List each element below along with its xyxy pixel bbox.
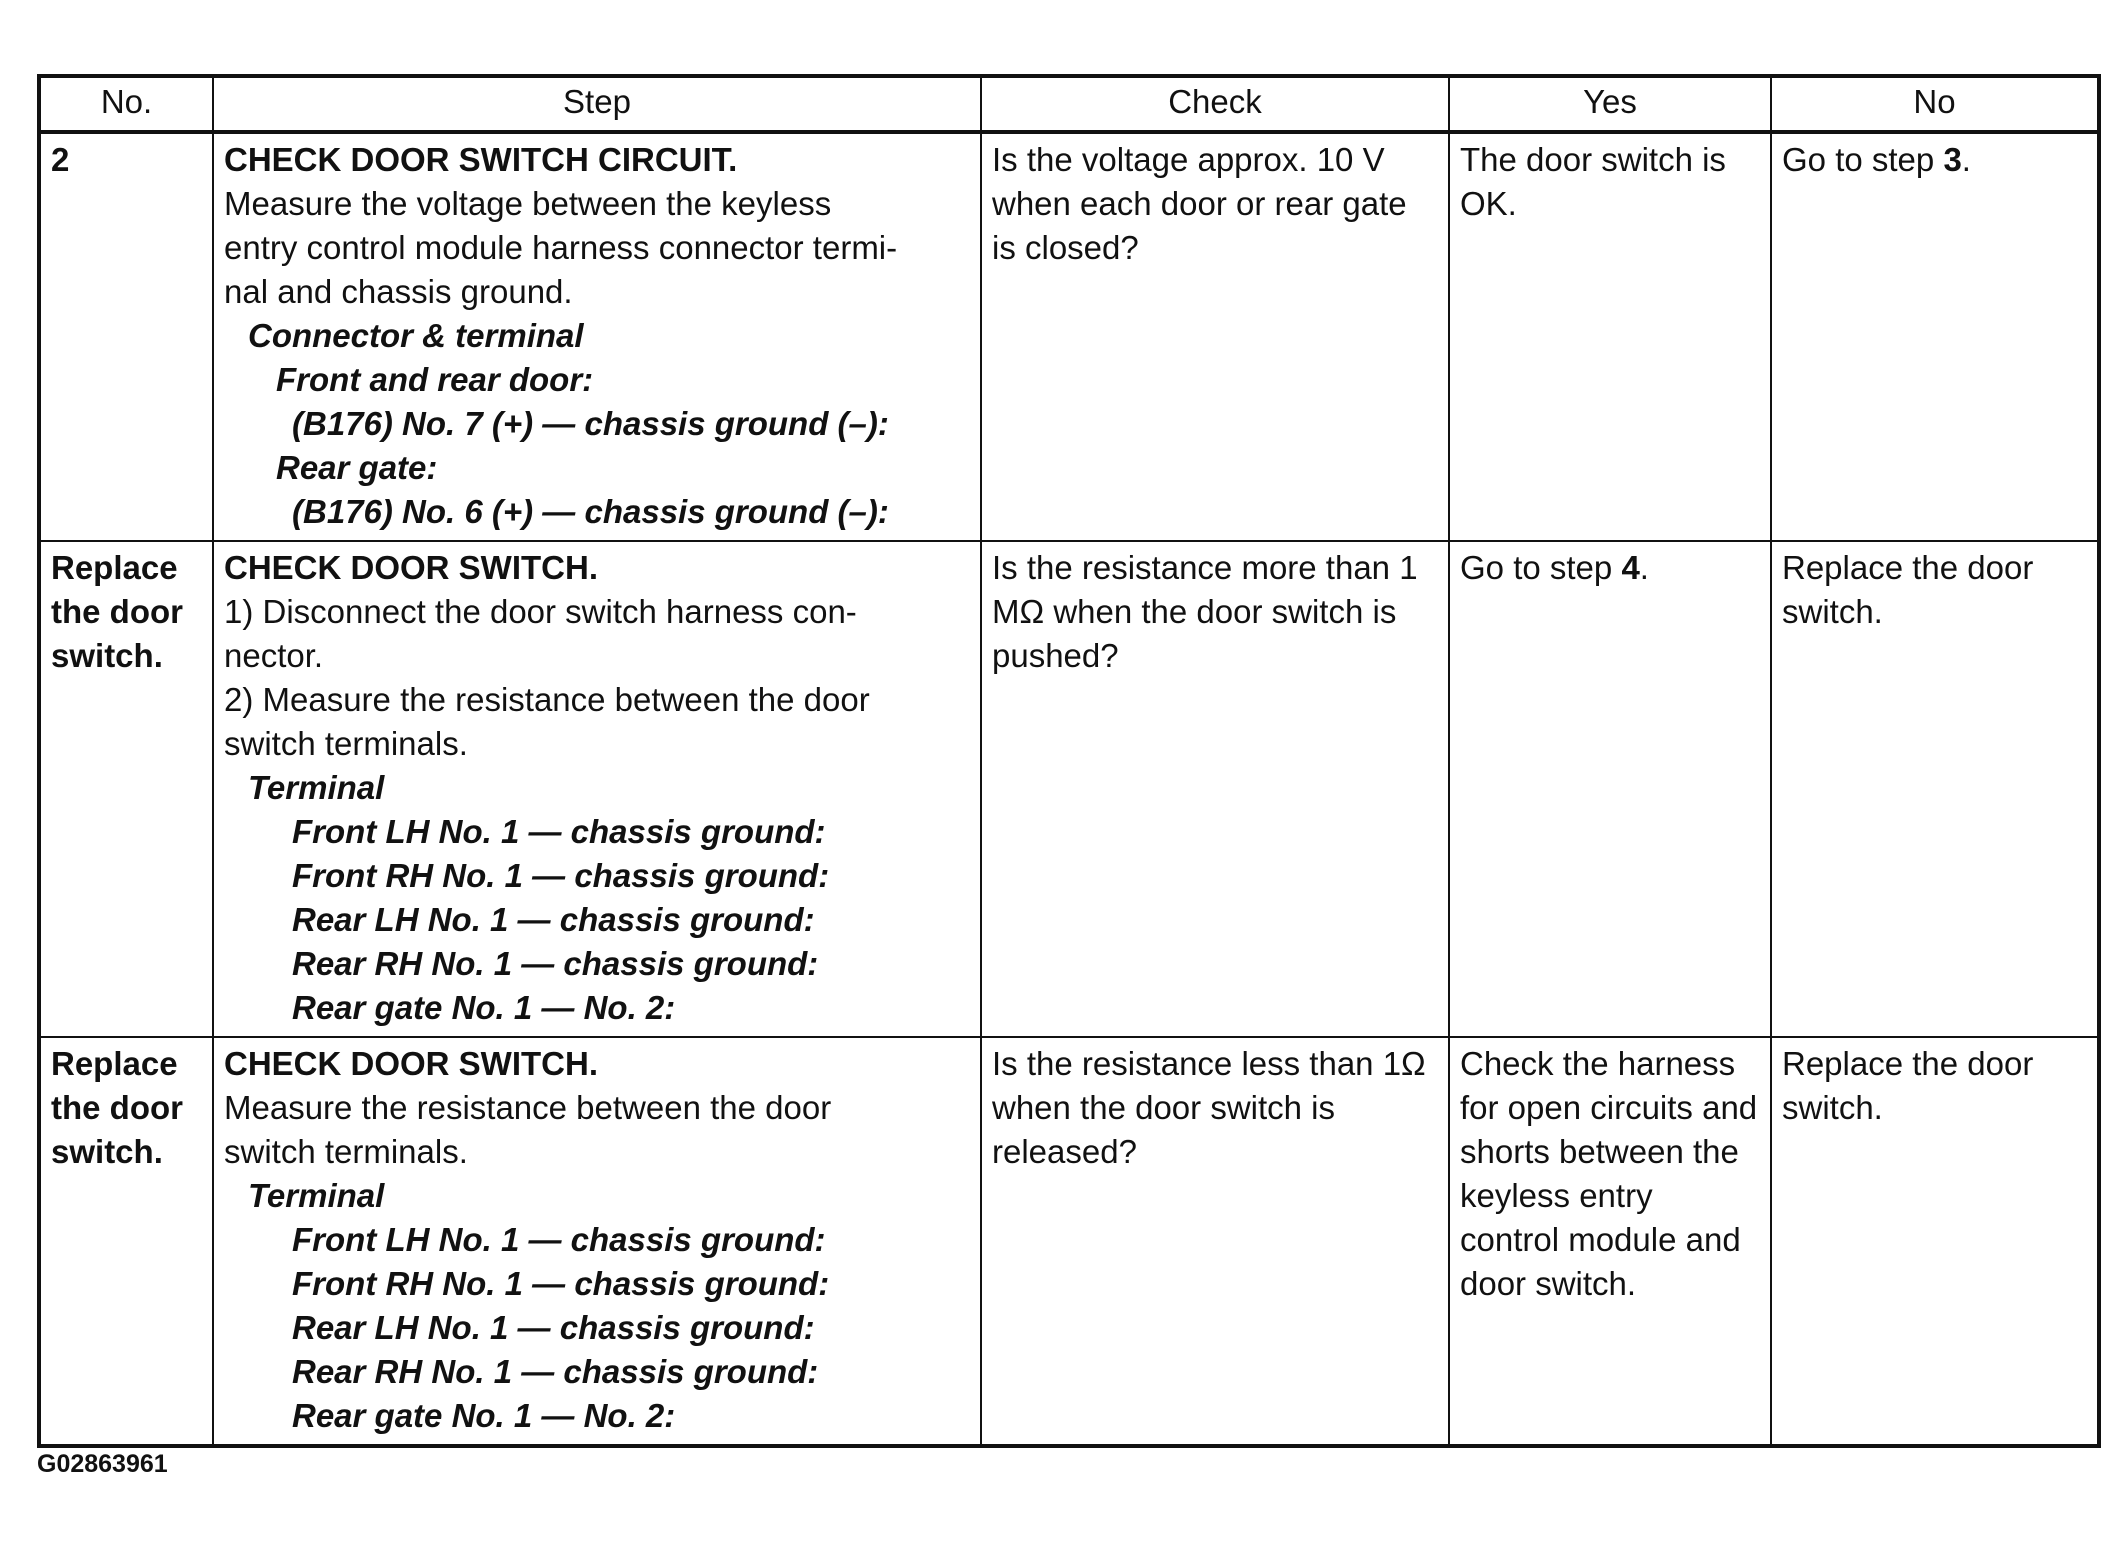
terminal-item: Front LH No. 1 — chassis ground:: [292, 813, 826, 850]
terminal-item: Front RH No. 1 — chassis ground:: [292, 857, 830, 894]
sub-item-value: (B176) No. 6 (+) — chassis ground (–):: [292, 493, 889, 530]
sub-heading: Terminal: [248, 1177, 385, 1214]
terminal-item: Rear gate No. 1 — No. 2:: [292, 989, 676, 1026]
table-row: [39, 1037, 2099, 1446]
step-text: switch terminals.: [224, 725, 468, 762]
terminal-item: Front LH No. 1 — chassis ground:: [292, 1221, 826, 1258]
step-text: entry control module harness connector termi-: [224, 229, 898, 266]
terminal-item: Rear gate No. 1 — No. 2:: [292, 1397, 676, 1434]
table-row: [39, 132, 2099, 541]
no-suffix: .: [1961, 141, 1971, 178]
yes-step-ref: 4: [1621, 549, 1640, 586]
step-text: 1) Disconnect the door switch harness con-: [224, 593, 857, 630]
sub-item-label: Rear gate:: [276, 449, 438, 486]
sub-item-label: Front and rear door:: [276, 361, 594, 398]
no-prefix: Go to step: [1782, 141, 1944, 178]
diagnosis-table: [37, 74, 2101, 1448]
check-cell: Is the resistance less than 1Ω when the door switch is released?: [981, 1037, 1449, 1446]
yes-suffix: .: [1639, 549, 1649, 586]
step-cell: [213, 1037, 981, 1446]
step-cell: [213, 132, 981, 541]
terminal-item: Rear LH No. 1 — chassis ground:: [292, 901, 815, 938]
table-row: [39, 541, 2099, 1037]
yes-cell: The door switch is OK.: [1449, 132, 1771, 541]
header-check: Check: [981, 76, 1449, 132]
step-text: Measure the resistance between the door: [224, 1089, 832, 1126]
step-text: nal and chassis ground.: [224, 273, 573, 310]
step-text: Measure the voltage between the keyless: [224, 185, 832, 222]
sub-item-value: (B176) No. 7 (+) — chassis ground (–):: [292, 405, 889, 442]
terminal-item: Rear LH No. 1 — chassis ground:: [292, 1309, 815, 1346]
step-text: 2) Measure the resistance between the door: [224, 681, 870, 718]
diagnosis-table-container: [37, 74, 2097, 1448]
step-text: nector.: [224, 637, 324, 674]
no-cell: Replace the door switch.: [1771, 1037, 2099, 1446]
no-cell: [1771, 132, 2099, 541]
step-cell: [213, 541, 981, 1037]
row-number: Replace the door switch.: [39, 1037, 213, 1446]
sub-heading: Terminal: [248, 769, 385, 806]
yes-cell: Check the harness for open circuits and shorts between the keyless entry control module and door switch.: [1449, 1037, 1771, 1446]
row-number: 2: [39, 132, 213, 541]
row-number: Replace the door switch.: [39, 541, 213, 1037]
no-step-ref: 3: [1943, 141, 1962, 178]
no-cell: Replace the door switch.: [1771, 541, 2099, 1037]
header-no: No.: [39, 76, 213, 132]
terminal-item: Front RH No. 1 — chassis ground:: [292, 1265, 830, 1302]
step-title: CHECK DOOR SWITCH.: [224, 1045, 598, 1082]
figure-id: G02863961: [37, 1450, 168, 1478]
step-title: CHECK DOOR SWITCH.: [224, 549, 598, 586]
step-text: switch terminals.: [224, 1133, 468, 1170]
yes-cell: [1449, 541, 1771, 1037]
yes-prefix: Go to step: [1460, 549, 1622, 586]
header-yes: Yes: [1449, 76, 1771, 132]
terminal-item: Rear RH No. 1 — chassis ground:: [292, 1353, 819, 1390]
check-cell: Is the voltage approx. 10 V when each door or rear gate is closed?: [981, 132, 1449, 541]
header-no-result: No: [1771, 76, 2099, 132]
sub-heading: Connector & terminal: [248, 317, 584, 354]
terminal-item: Rear RH No. 1 — chassis ground:: [292, 945, 819, 982]
check-cell: Is the resistance more than 1 MΩ when the door switch is pushed?: [981, 541, 1449, 1037]
header-row: [39, 76, 2099, 132]
step-title: CHECK DOOR SWITCH CIRCUIT.: [224, 141, 738, 178]
header-step: Step: [213, 76, 981, 132]
